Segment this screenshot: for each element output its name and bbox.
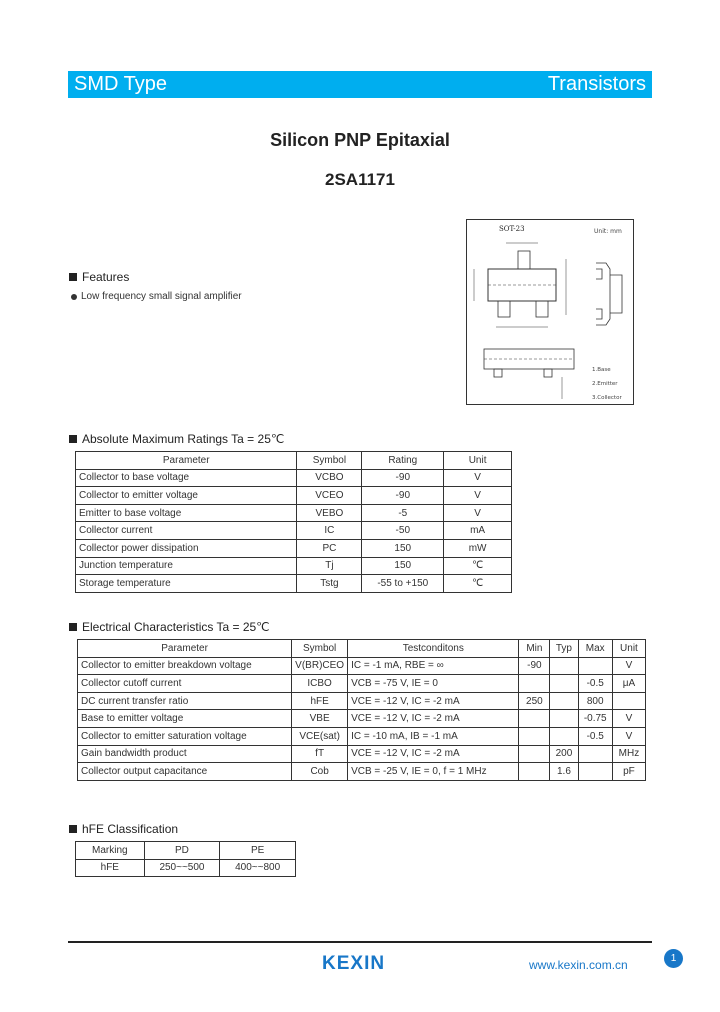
package-unit: Unit: mm [594,228,622,235]
table-header-row [76,452,512,470]
hfe-heading-text: hFE Classification [82,822,179,836]
table-cell: Tj [297,557,362,575]
table-cell: 150 [362,539,444,557]
hfe-heading [69,822,178,836]
table-row [78,763,646,781]
table-cell [550,657,578,675]
table-cell: mA [444,522,512,540]
package-name: SOT-23 [499,225,525,233]
abs-max-heading [69,432,284,446]
table-cell: PC [297,539,362,557]
table-cell: V(BR)CEO [292,657,348,675]
header-banner [68,71,652,98]
column-header: Parameter [76,452,297,470]
table-cell: -5 [362,504,444,522]
hfe-table [75,841,296,877]
table-cell: V [444,469,512,487]
column-header: Typ [550,640,578,658]
table-cell: Emitter to base voltage [76,504,297,522]
footer-divider [68,941,652,943]
table-cell: -50 [362,522,444,540]
table-cell: Collector cutoff current [78,675,292,693]
table-cell: Cob [292,763,348,781]
table-cell [550,727,578,745]
table-row [76,859,296,877]
feature-item [71,291,242,302]
table-cell: -90 [362,487,444,505]
column-header: Symbol [297,452,362,470]
table-cell: Collector to emitter breakdown voltage [78,657,292,675]
table-row [76,504,512,522]
square-bullet-icon [69,273,77,281]
elec-char-table [77,639,646,781]
square-bullet-icon [69,623,77,631]
table-cell: Base to emitter voltage [78,710,292,728]
table-cell [578,763,612,781]
table-row [78,710,646,728]
table-row [78,675,646,693]
table-cell: VCB = -25 V, IE = 0, f = 1 MHz [348,763,519,781]
square-bullet-icon [69,435,77,443]
column-header: Unit [612,640,645,658]
table-row [76,557,512,575]
table-cell: 150 [362,557,444,575]
pin-2-label: 2.Emitter [592,381,618,387]
table-cell [612,692,645,710]
table-cell: -0.75 [578,710,612,728]
header-left: SMD Type [74,73,167,95]
table-cell: VCE = -12 V, IC = -2 mA [348,745,519,763]
header-right: Transistors [547,73,646,95]
table-cell: Collector to base voltage [76,469,297,487]
table-cell: ℃ [444,557,512,575]
table-cell: VCBO [297,469,362,487]
table-cell: Gain bandwidth product [78,745,292,763]
abs-max-heading-text: Absolute Maximum Ratings Ta = 25℃ [82,432,285,446]
document-title: Silicon PNP Epitaxial [270,130,450,150]
table-cell: V [444,487,512,505]
table-cell: μA [612,675,645,693]
kexin-logo: KEXIN [322,953,386,974]
table-row [78,727,646,745]
table-cell: 200 [550,745,578,763]
table-cell [519,727,550,745]
table-cell: V [612,710,645,728]
table-cell: VCEO [297,487,362,505]
table-cell: V [444,504,512,522]
table-cell [578,657,612,675]
bullet-icon [71,294,77,300]
table-cell [550,692,578,710]
table-row [76,469,512,487]
abs-max-table [75,451,512,593]
table-cell: Collector power dissipation [76,539,297,557]
table-cell: PE [220,842,296,860]
table-cell: pF [612,763,645,781]
features-heading-text: Features [82,270,130,284]
table-cell: Junction temperature [76,557,297,575]
column-header: Max [578,640,612,658]
table-cell: 1.6 [550,763,578,781]
table-row [78,745,646,763]
column-header: Parameter [78,640,292,658]
table-cell: -0.5 [578,675,612,693]
table-cell [550,710,578,728]
table-cell [519,763,550,781]
table-cell [550,675,578,693]
table-cell: DC current transfer ratio [78,692,292,710]
table-cell: hFE [76,859,145,877]
table-cell [578,745,612,763]
table-cell: 250~~500 [144,859,220,877]
table-row [78,657,646,675]
table-cell: VCE = -12 V, IC = -2 mA [348,692,519,710]
column-header: Unit [444,452,512,470]
elec-heading [69,620,270,634]
table-cell: Collector to emitter voltage [76,487,297,505]
table-row [76,487,512,505]
table-cell: Collector output capacitance [78,763,292,781]
table-cell: V [612,657,645,675]
table-cell: -90 [519,657,550,675]
elec-heading-text: Electrical Characteristics Ta = 25℃ [82,620,270,634]
table-cell: VBE [292,710,348,728]
footer-url[interactable]: www.kexin.com.cn [529,958,628,972]
table-cell: mW [444,539,512,557]
table-cell: -55 to +150 [362,575,444,593]
column-header: Min [519,640,550,658]
table-cell: hFE [292,692,348,710]
table-cell: Marking [76,842,145,860]
table-cell: IC [297,522,362,540]
table-header-row [78,640,646,658]
table-row [76,539,512,557]
column-header: Symbol [292,640,348,658]
table-cell: Collector current [76,522,297,540]
table-cell: VCB = -75 V, IE = 0 [348,675,519,693]
column-header: Rating [362,452,444,470]
features-heading [69,270,129,284]
table-row [76,522,512,540]
table-cell: VEBO [297,504,362,522]
package-outline-drawing [466,219,634,405]
table-cell: -90 [362,469,444,487]
table-cell: Storage temperature [76,575,297,593]
square-bullet-icon [69,825,77,833]
pin-3-label: 3.Collector [592,395,622,401]
table-cell [519,675,550,693]
pin-1-label: 1.Base [592,367,611,373]
feature-item-text: Low frequency small signal amplifier [81,291,242,302]
table-row [78,692,646,710]
table-cell: ICBO [292,675,348,693]
table-cell [519,745,550,763]
table-cell: IC = -1 mA, RBE = ∞ [348,657,519,675]
page-number-badge: 1 [664,949,683,968]
table-cell: 250 [519,692,550,710]
table-cell: 400~~800 [220,859,296,877]
table-cell: -0.5 [578,727,612,745]
table-cell: IC = -10 mA, IB = -1 mA [348,727,519,745]
table-row [76,575,512,593]
table-cell: ℃ [444,575,512,593]
table-cell: VCE = -12 V, IC = -2 mA [348,710,519,728]
table-cell [519,710,550,728]
part-number: 2SA1171 [325,170,395,189]
table-cell: 800 [578,692,612,710]
table-cell: V [612,727,645,745]
table-cell: Collector to emitter saturation voltage [78,727,292,745]
table-cell: fT [292,745,348,763]
table-cell: PD [144,842,220,860]
table-cell: MHz [612,745,645,763]
table-cell: VCE(sat) [292,727,348,745]
column-header: Testconditons [348,640,519,658]
table-cell: Tstg [297,575,362,593]
table-row [76,842,296,860]
